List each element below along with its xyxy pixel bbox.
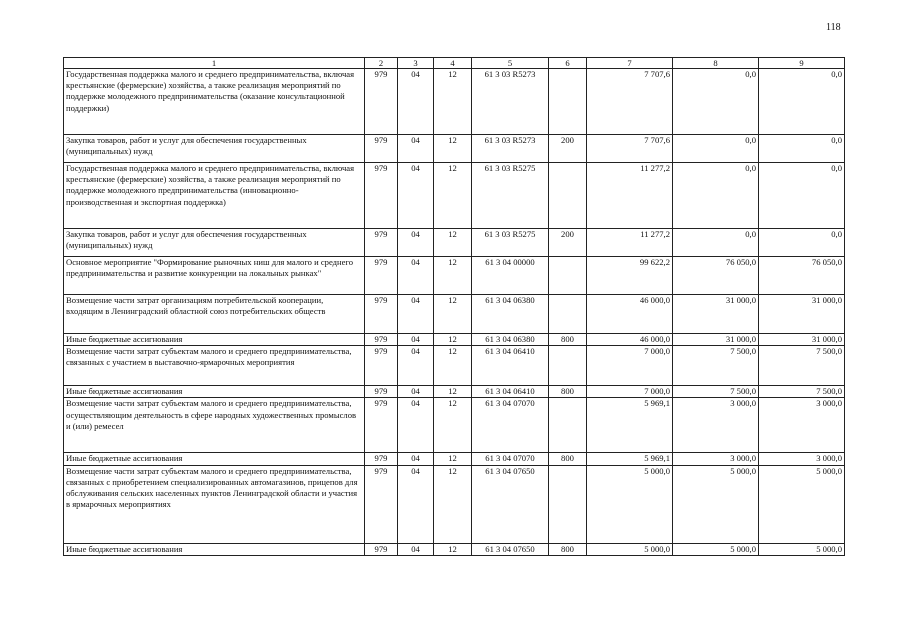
table-row (64, 386, 845, 398)
cell-amount-col9: 0,0 (759, 229, 845, 257)
cell-description: Возмещение части затрат субъектам малого и среднего предпринимательства, связанных с участием в выставочно-ярмарочных мероприятия (64, 346, 365, 386)
cell-description: Иные бюджетные ассигнования (64, 334, 365, 346)
cell-expense-type (549, 257, 587, 295)
col-header-9: 9 (759, 58, 845, 69)
cell-section: 04 (398, 398, 434, 453)
cell-amount-col7: 5 000,0 (587, 465, 673, 543)
cell-amount-col7: 46 000,0 (587, 334, 673, 346)
table-row (64, 257, 845, 295)
cell-subsection: 12 (434, 135, 472, 163)
cell-expense-type (549, 69, 587, 135)
table-row (64, 163, 845, 229)
cell-section: 04 (398, 69, 434, 135)
cell-amount-col9: 76 050,0 (759, 257, 845, 295)
cell-expense-type: 800 (549, 453, 587, 465)
cell-expense-type (549, 465, 587, 543)
col-header-6: 6 (549, 58, 587, 69)
cell-ministry-code: 979 (365, 386, 398, 398)
cell-subsection: 12 (434, 346, 472, 386)
cell-target-article: 61 3 03 R5273 (472, 135, 549, 163)
cell-subsection: 12 (434, 229, 472, 257)
cell-expense-type: 200 (549, 135, 587, 163)
cell-amount-col8: 0,0 (673, 229, 759, 257)
cell-target-article: 61 3 04 06380 (472, 334, 549, 346)
cell-section: 04 (398, 465, 434, 543)
cell-target-article: 61 3 04 07650 (472, 465, 549, 543)
cell-subsection: 12 (434, 69, 472, 135)
cell-expense-type: 800 (549, 543, 587, 555)
col-header-4: 4 (434, 58, 472, 69)
cell-ministry-code: 979 (365, 135, 398, 163)
cell-section: 04 (398, 334, 434, 346)
cell-section: 04 (398, 295, 434, 334)
cell-ministry-code: 979 (365, 543, 398, 555)
cell-expense-type (549, 398, 587, 453)
cell-expense-type (549, 295, 587, 334)
cell-amount-col8: 0,0 (673, 163, 759, 229)
cell-ministry-code: 979 (365, 334, 398, 346)
cell-amount-col8: 5 000,0 (673, 543, 759, 555)
cell-ministry-code: 979 (365, 465, 398, 543)
cell-amount-col9: 5 000,0 (759, 465, 845, 543)
cell-target-article: 61 3 04 06380 (472, 295, 549, 334)
cell-section: 04 (398, 543, 434, 555)
cell-target-article: 61 3 03 R5273 (472, 69, 549, 135)
cell-amount-col9: 0,0 (759, 163, 845, 229)
cell-amount-col9: 7 500,0 (759, 386, 845, 398)
cell-ministry-code: 979 (365, 257, 398, 295)
cell-target-article: 61 3 04 06410 (472, 386, 549, 398)
cell-amount-col8: 0,0 (673, 69, 759, 135)
cell-amount-col7: 7 707,6 (587, 135, 673, 163)
cell-expense-type: 800 (549, 386, 587, 398)
cell-description: Государственная поддержка малого и среднего предпринимательства, включая крестьянские (фермерские) хозяйства, а также реализация мероприятий по поддержке молодежного предпринимательства (оказание консультационной поддержки) (64, 69, 365, 135)
cell-amount-col7: 7 000,0 (587, 386, 673, 398)
cell-target-article: 61 3 04 07650 (472, 543, 549, 555)
cell-subsection: 12 (434, 453, 472, 465)
cell-amount-col7: 5 969,1 (587, 453, 673, 465)
cell-ministry-code: 979 (365, 163, 398, 229)
header-row (64, 58, 845, 69)
col-header-1: 1 (64, 58, 365, 69)
cell-description: Основное мероприятие "Формирование рыночных ниш для малого и среднего предпринимательства и развитие конкуренции на локальных рынках" (64, 257, 365, 295)
cell-amount-col7: 11 277,2 (587, 229, 673, 257)
cell-amount-col7: 5 000,0 (587, 543, 673, 555)
table-row (64, 334, 845, 346)
cell-amount-col9: 3 000,0 (759, 398, 845, 453)
table-row (64, 295, 845, 334)
cell-amount-col7: 46 000,0 (587, 295, 673, 334)
cell-target-article: 61 3 04 07070 (472, 453, 549, 465)
cell-target-article: 61 3 04 00000 (472, 257, 549, 295)
col-header-3: 3 (398, 58, 434, 69)
cell-ministry-code: 979 (365, 398, 398, 453)
cell-target-article: 61 3 03 R5275 (472, 163, 549, 229)
cell-subsection: 12 (434, 334, 472, 346)
cell-amount-col9: 5 000,0 (759, 543, 845, 555)
cell-target-article: 61 3 04 06410 (472, 346, 549, 386)
cell-description: Закупка товаров, работ и услуг для обеспечения государственных (муниципальных) нужд (64, 229, 365, 257)
cell-amount-col9: 0,0 (759, 135, 845, 163)
cell-section: 04 (398, 453, 434, 465)
cell-amount-col8: 3 000,0 (673, 398, 759, 453)
cell-amount-col8: 3 000,0 (673, 453, 759, 465)
cell-section: 04 (398, 135, 434, 163)
cell-ministry-code: 979 (365, 229, 398, 257)
cell-amount-col9: 3 000,0 (759, 453, 845, 465)
cell-target-article: 61 3 04 07070 (472, 398, 549, 453)
page-number: 118 (826, 22, 841, 33)
cell-description: Государственная поддержка малого и среднего предпринимательства, включая крестьянские (фермерские) хозяйства, а также реализация мероприятий по поддержке молодежного предпринимательства (инновационно-производственная и экспортная поддержка) (64, 163, 365, 229)
cell-subsection: 12 (434, 398, 472, 453)
cell-description: Иные бюджетные ассигнования (64, 386, 365, 398)
table-row (64, 398, 845, 453)
cell-expense-type (549, 163, 587, 229)
table-row (64, 453, 845, 465)
cell-amount-col8: 7 500,0 (673, 346, 759, 386)
col-header-8: 8 (673, 58, 759, 69)
cell-amount-col8: 31 000,0 (673, 334, 759, 346)
cell-ministry-code: 979 (365, 69, 398, 135)
cell-amount-col8: 0,0 (673, 135, 759, 163)
cell-subsection: 12 (434, 386, 472, 398)
cell-expense-type (549, 346, 587, 386)
cell-target-article: 61 3 03 R5275 (472, 229, 549, 257)
cell-section: 04 (398, 229, 434, 257)
cell-subsection: 12 (434, 257, 472, 295)
table-row (64, 229, 845, 257)
cell-amount-col7: 5 969,1 (587, 398, 673, 453)
cell-description: Иные бюджетные ассигнования (64, 453, 365, 465)
cell-ministry-code: 979 (365, 453, 398, 465)
budget-table (63, 57, 845, 556)
cell-amount-col7: 99 622,2 (587, 257, 673, 295)
cell-description: Иные бюджетные ассигнования (64, 543, 365, 555)
cell-subsection: 12 (434, 163, 472, 229)
cell-section: 04 (398, 163, 434, 229)
cell-section: 04 (398, 346, 434, 386)
cell-expense-type: 800 (549, 334, 587, 346)
cell-amount-col9: 31 000,0 (759, 295, 845, 334)
cell-amount-col8: 31 000,0 (673, 295, 759, 334)
cell-subsection: 12 (434, 295, 472, 334)
cell-description: Возмещение части затрат субъектам малого и среднего предпринимательства, связанных с приобретением специализированных автомагазинов, прицепов для обслуживания сельских населенных пунктов Ленинградской области и участия в ярмарочных мероприятиях (64, 465, 365, 543)
cell-amount-col9: 0,0 (759, 69, 845, 135)
col-header-7: 7 (587, 58, 673, 69)
cell-subsection: 12 (434, 543, 472, 555)
col-header-2: 2 (365, 58, 398, 69)
cell-subsection: 12 (434, 465, 472, 543)
cell-ministry-code: 979 (365, 346, 398, 386)
col-header-5: 5 (472, 58, 549, 69)
cell-expense-type: 200 (549, 229, 587, 257)
table-row (64, 135, 845, 163)
cell-ministry-code: 979 (365, 295, 398, 334)
cell-amount-col8: 7 500,0 (673, 386, 759, 398)
table-row (64, 543, 845, 555)
table-row (64, 346, 845, 386)
cell-description: Закупка товаров, работ и услуг для обеспечения государственных (муниципальных) нужд (64, 135, 365, 163)
table-row (64, 69, 845, 135)
cell-section: 04 (398, 386, 434, 398)
cell-description: Возмещение части затрат субъектам малого и среднего предпринимательства, осуществляющим деятельность в сфере народных художественных промыслов и (или) ремесел (64, 398, 365, 453)
cell-amount-col9: 7 500,0 (759, 346, 845, 386)
cell-amount-col7: 7 000,0 (587, 346, 673, 386)
cell-amount-col7: 11 277,2 (587, 163, 673, 229)
cell-amount-col8: 5 000,0 (673, 465, 759, 543)
table-row (64, 465, 845, 543)
cell-amount-col9: 31 000,0 (759, 334, 845, 346)
cell-amount-col8: 76 050,0 (673, 257, 759, 295)
cell-section: 04 (398, 257, 434, 295)
cell-description: Возмещение части затрат организациям потребительской кооперации, входящим в Ленинградский областной союз потребительских обществ (64, 295, 365, 334)
cell-amount-col7: 7 707,6 (587, 69, 673, 135)
